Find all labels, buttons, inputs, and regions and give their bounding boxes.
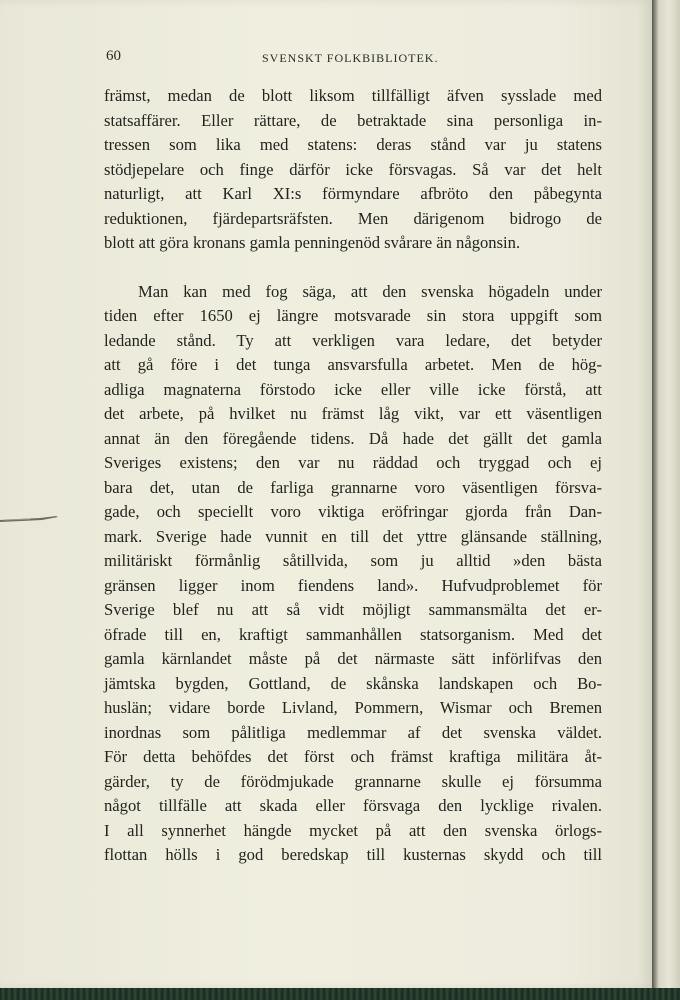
text-line: annat än den föregående tidens. Då hade det gällt det gamla	[104, 428, 602, 448]
paragraph-2	[104, 280, 602, 868]
text-line: militäriskt förmånlig såtillvida, som ju alltid »den bästa	[104, 551, 602, 570]
text-line: något tillfälle att skada eller försvaga den lycklige rivalen.	[104, 796, 602, 815]
paragraph-spacing	[104, 256, 602, 280]
text-line: I all synnerhet hängde mycket på att den svenska örlogs-	[104, 820, 602, 840]
text-line: gärder, ty de förödmjukade grannarne skulle ej försumma	[104, 771, 602, 791]
text-line: huslän; vidare borde Livland, Pommern, Wismar och Bremen	[104, 698, 602, 717]
text-line: naturligt, att Karl XI:s förmyndare afbröto den påbegynta	[104, 184, 602, 203]
body-text	[104, 84, 602, 868]
pencil-mark-icon	[0, 514, 58, 524]
text-line: att gå före i det tunga ansvarsfulla arbetet. Men de hög-	[104, 355, 602, 374]
paragraph-1	[104, 84, 602, 256]
text-line: inordnas som pålitliga medlemmar af det svenska väldet.	[104, 722, 602, 742]
text-line: statsaffärer. Eller rättare, de betraktade sina personliga in-	[104, 110, 602, 130]
text-line: gamla kärnlandet måste på det närmaste sätt införlifvas den	[104, 649, 602, 668]
text-line: Sveriges existens; den var nu räddad och tryggad och ej	[104, 453, 602, 472]
page-edge-stack	[652, 0, 680, 988]
text-line: främst, medan de blott liksom tillfälligt äfven sysslade med	[104, 86, 602, 105]
text-line: tressen som lika med statens: deras stånd var ju statens	[104, 135, 602, 154]
page-number: 60	[106, 48, 121, 64]
text-line: flottan hölls i god beredskap till kusternas skydd och till	[104, 845, 602, 864]
text-line: mark. Sverige hade vunnit en till det yttre glänsande ställning,	[104, 526, 602, 546]
text-line: blott att göra kronans gamla penningenöd svårare än någonsin.	[104, 233, 521, 252]
running-head: SVENSKT FOLKBIBLIOTEK.	[262, 51, 439, 65]
text-line: tiden efter 1650 ej längre motsvarade sin stora uppgift som	[104, 306, 602, 325]
text-line: För detta behöfdes det först och främst kraftiga militära åt-	[104, 747, 602, 766]
text-line: det arbete, på hvilket nu främst låg vikt, var ett väsentligen	[104, 404, 602, 423]
cover-edge	[0, 988, 680, 1000]
text-line: stödjepelare och finge därför icke försvagas. Så var det helt	[104, 159, 602, 179]
text-line: bara det, utan de farliga grannarne voro väsentligen försva-	[104, 477, 602, 497]
text-line: Man kan med fog säga, att den svenska högadeln under	[138, 281, 602, 301]
text-line: öfrade till en, kraftigt sammanhållen statsorganism. Med det	[104, 624, 602, 644]
text-line: Sverige blef nu att så vidt möjligt sammansmälta det er-	[104, 600, 602, 619]
text-line: jämtska bygden, Gottland, de skånska landskapen och Bo-	[104, 673, 602, 693]
text-line: gade, och speciellt voro viktiga eröfringar gjorda från Dan-	[104, 502, 602, 521]
text-line: adliga magnaterna förstodo icke eller ville icke förstå, att	[104, 379, 602, 399]
text-line: reduktionen, fjärdepartsräfsten. Men därigenom bidrogo de	[104, 208, 602, 228]
text-line: gränsen ligger inom fiendens land». Hufvudproblemet för	[104, 575, 602, 595]
text-line: ledande stånd. Ty att verkligen vara ledare, det betyder	[104, 330, 602, 350]
